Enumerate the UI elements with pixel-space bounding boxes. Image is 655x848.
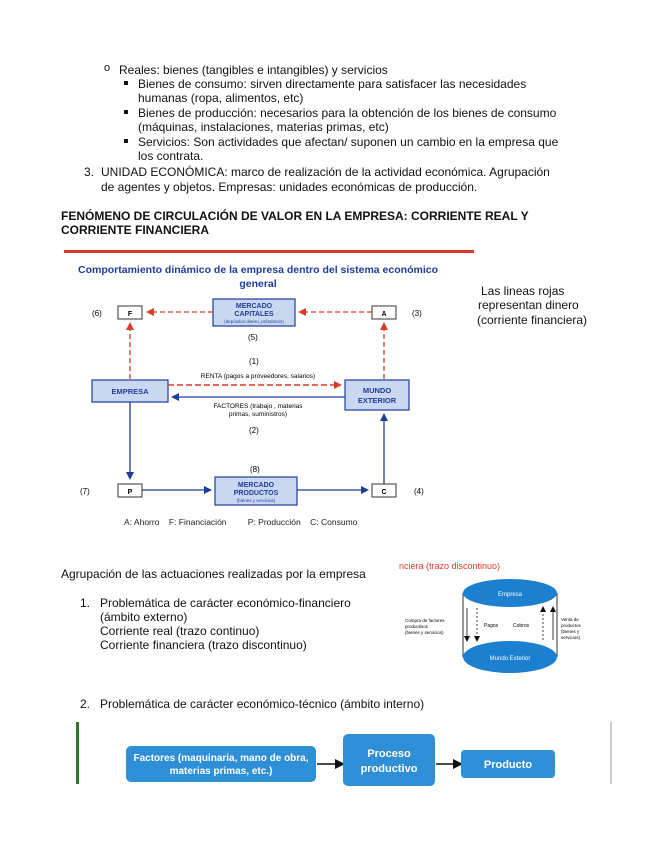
item2-number: 2. — [80, 697, 91, 711]
proceso-box — [343, 734, 435, 786]
num-7: (7) — [80, 487, 90, 496]
section-heading-line-2: CORRIENTE FINANCIERA — [61, 223, 210, 237]
item1-line-1: Problemática de carácter económico-financiero — [100, 596, 351, 610]
mercado-productos-label-2: PRODUCTOS — [233, 490, 279, 497]
num-4: (4) — [414, 487, 424, 496]
produccion-text-2: (máquinas, instalaciones, materias primas, etc) — [138, 120, 389, 134]
square-bullet-icon — [124, 81, 128, 85]
num-6: (6) — [92, 309, 102, 318]
num-2: (2) — [249, 426, 259, 435]
side-note-line-1: Las lineas rojas — [481, 284, 565, 298]
cylinder-header: nciera (trazo discontinuo) — [399, 561, 501, 571]
num-8: (8) — [250, 465, 260, 474]
item2-text: Problemática de carácter económico-técnico (ámbito interno) — [100, 697, 425, 711]
mercado-productos-sub: (bienes y servicios) — [236, 498, 276, 503]
square-bullet-icon — [124, 110, 128, 114]
circle-bullet-icon: o — [104, 62, 111, 74]
num-1: (1) — [249, 357, 259, 366]
servicios-text-1: Servicios: Son actividades que afectan/ suponen un cambio en la empresa que — [138, 135, 559, 149]
producto-box-label: Producto — [483, 759, 533, 771]
diagram-legend: A: Ahorro F: Financiación P: Producción C: Consumo — [124, 517, 358, 527]
item1-number: 1. — [80, 596, 91, 610]
cylinder-left-1: Compra de factores — [405, 618, 445, 623]
produccion-text-1: Bienes de producción: necesarios para la obtención de los bienes de consumo — [138, 106, 557, 120]
empresa-label: EMPRESA — [111, 387, 149, 396]
consumo-text-2: humanas (ropa, alimentos, etc) — [138, 91, 304, 105]
renta-label: RENTA (pagos a proveedores, salarios) — [200, 373, 316, 380]
proceso-box-label-2: productivo — [360, 763, 418, 775]
mercado-capitales-label-1: MERCADO — [235, 303, 273, 310]
diagram-title-2: general — [239, 278, 277, 290]
item1-line-3: Corriente real (trazo continuo) — [100, 624, 260, 638]
red-rule — [64, 250, 474, 253]
mercado-capitales-sub: (depósitos dinero, préstamos) — [224, 319, 284, 324]
mundo-label-1: MUNDO — [362, 386, 392, 395]
factores-label-2: primas, suministros) — [228, 411, 288, 418]
factores-label-1: FACTORES (trabajo , materias — [213, 403, 303, 410]
factores-box-label-2: materias primas, etc.) — [169, 766, 273, 777]
box-a-label: A — [381, 311, 387, 318]
cylinder-left-2: productivos — [405, 624, 429, 629]
cylinder-left-3: (bienes y servicios) — [405, 630, 444, 635]
item3-number: 3. — [84, 165, 95, 179]
item3-text-2: de agentes y objetos. Empresas: unidades económicas de producción. — [101, 180, 478, 194]
mundo-label-2: EXTERIOR — [357, 396, 397, 405]
consumo-text-1: Bienes de consumo: sirven directamente para satisfacer las necesidades — [138, 77, 527, 91]
cylinder-cobros-label: Cobros — [513, 623, 530, 629]
cylinder-pagos-label: Pagos — [484, 623, 499, 629]
box-c-label: C — [381, 489, 387, 496]
reales-text: Reales: bienes (tangibles e intangibles) y servicios — [119, 63, 388, 77]
mercado-productos-label-1: MERCADO — [237, 482, 275, 489]
cylinder-diagram — [395, 560, 615, 680]
item1-line-4: Corriente financiera (trazo discontinuo) — [100, 638, 307, 652]
num-3: (3) — [412, 309, 422, 318]
cylinder-right-2: productos — [561, 623, 581, 628]
agrupacion-heading: Agrupación de las actuaciones realizadas por la empresa — [61, 567, 366, 581]
cylinder-right-3: (bienes y — [561, 629, 580, 634]
cylinder-empresa-label: Empresa — [497, 592, 523, 598]
factores-box-label-1: Factores (maquinaria, mano de obra, — [133, 753, 309, 764]
servicios-text-2: los contrata. — [138, 149, 204, 163]
box-f-label: F — [127, 311, 133, 318]
section-heading-line-1: FENÓMENO DE CIRCULACIÓN DE VALOR EN LA EMPRESA: CORRIENTE REAL Y — [61, 209, 529, 223]
mercado-capitales-label-2: CAPITALES — [234, 311, 274, 318]
num-5: (5) — [248, 333, 258, 342]
right-divider — [610, 722, 612, 784]
cylinder-right-1: Venta de — [561, 617, 579, 622]
diagram-title-1: Comportamiento dinámico de la empresa dentro del sistema económico — [77, 264, 439, 276]
process-flow — [60, 716, 620, 788]
box-p-label: P — [127, 489, 133, 496]
side-note-line-3: (corriente financiera) — [477, 313, 588, 327]
cylinder-right-4: servicios) — [561, 635, 581, 640]
item3-text-1: UNIDAD ECONÓMICA: marco de realización de la actividad económica. Agrupación — [101, 165, 550, 179]
proceso-box-label-1: Proceso — [367, 748, 411, 760]
side-note-line-2: representan dinero — [478, 298, 579, 312]
square-bullet-icon — [124, 139, 128, 143]
item1-line-2: (ámbito externo) — [100, 610, 188, 624]
mundo-exterior-box — [345, 380, 409, 410]
green-left-bar — [76, 722, 79, 784]
cylinder-mundo-label: Mundo Exterior — [489, 656, 531, 662]
